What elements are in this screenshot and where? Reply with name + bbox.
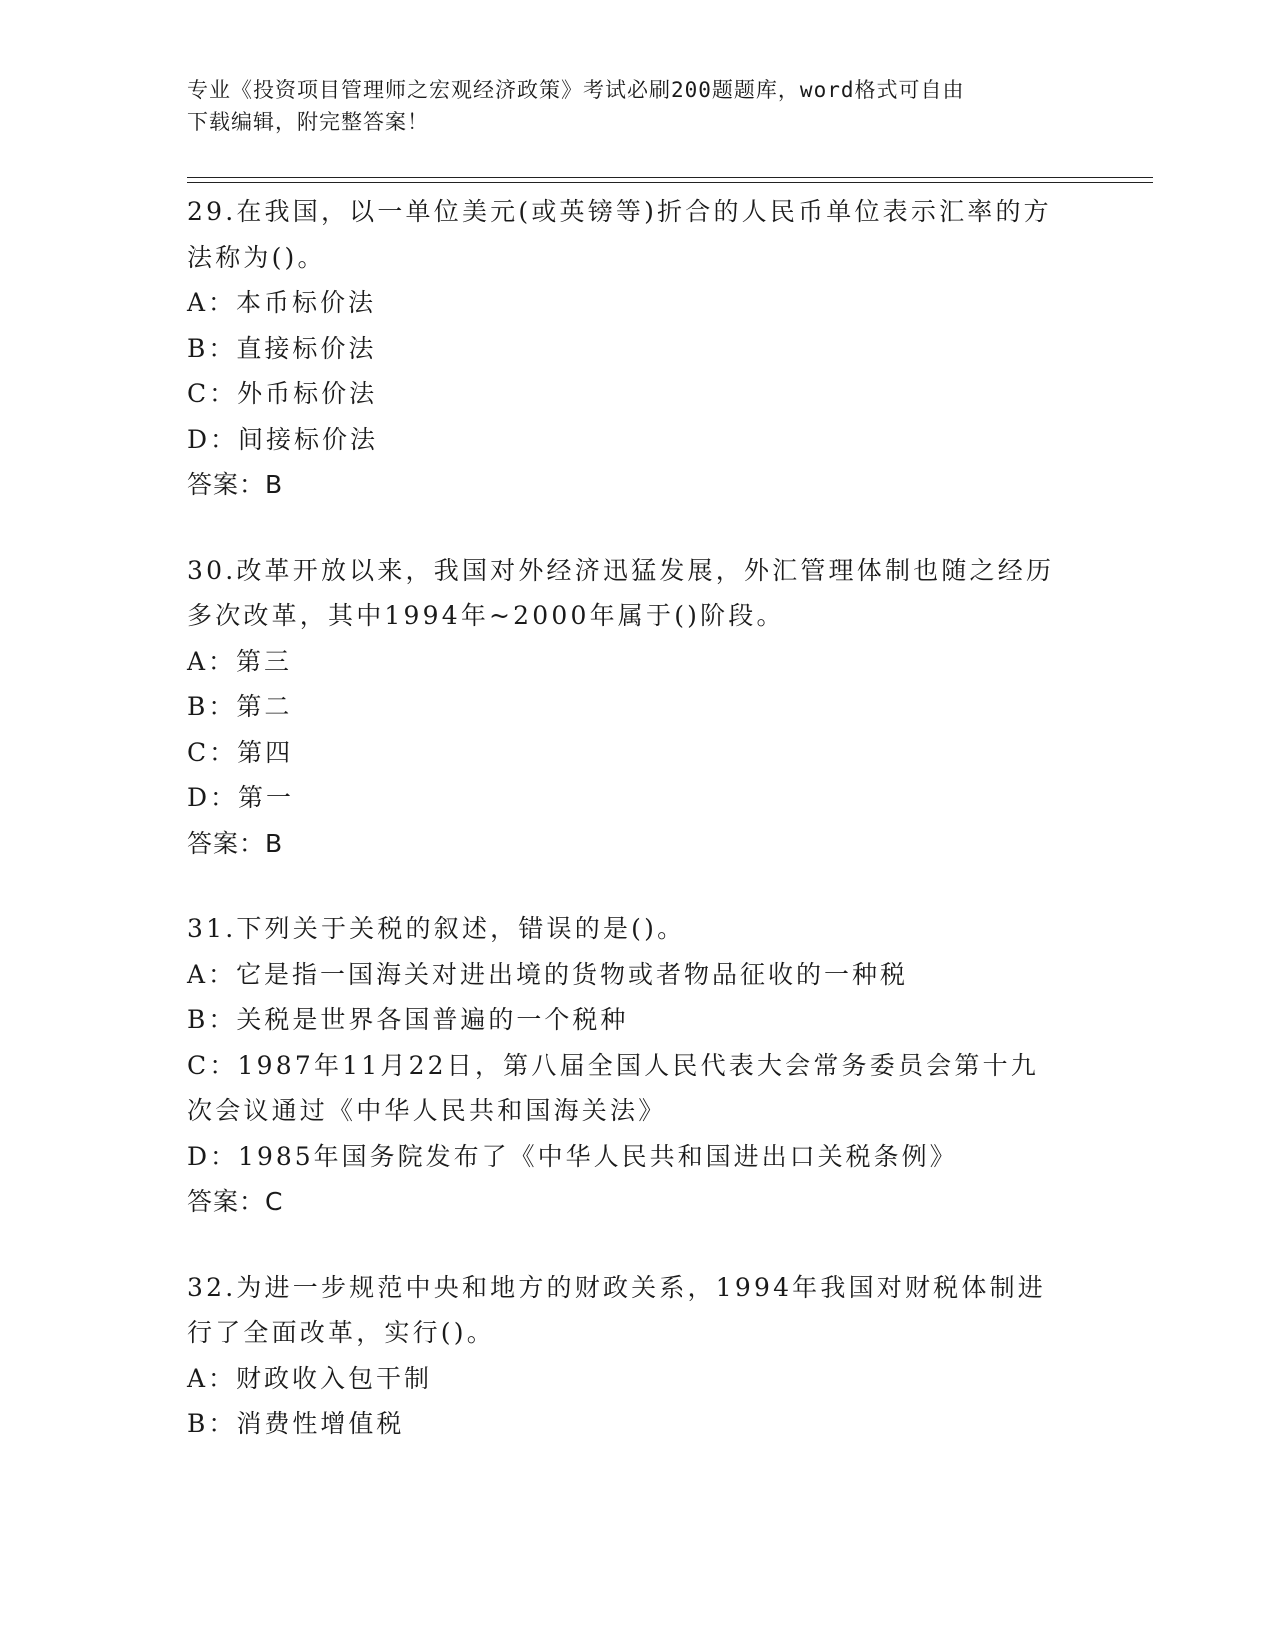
option-c: C：外币标价法 [187,379,378,408]
question-list [187,189,1087,1487]
option-a: A：本币标价法 [187,288,377,317]
option-a: A：第三 [187,646,293,676]
question-29 [187,189,1087,508]
option-c: C：第四 [187,737,294,767]
option-d: D：1985年国务院发布了《中华人民共和国进出口关税条例》 [187,1141,958,1171]
option-a: A：财政收入包干制 [187,1363,433,1393]
question-text: 31.下列关于关税的叙述，错误的是()。 [187,914,686,943]
option-b: B：第二 [187,692,293,721]
answer-label: 答案：B [187,828,284,858]
document-header [187,74,1087,138]
header-line-2: 下载编辑，附完整答案！ [187,110,429,134]
question-text: 32.为进一步规范中央和地方的财政关系，1994年我国对财税体制进行了全面改革，实行()。 [187,1272,1046,1347]
option-d: D：间接标价法 [187,424,379,454]
option-b: B：消费性增值税 [187,1409,405,1438]
question-30 [187,548,1087,867]
header-rule-bottom [187,182,1153,183]
answer-label: 答案：B [187,470,284,499]
header-rule-top [187,177,1153,178]
question-31 [187,906,1087,1225]
option-b: B：直接标价法 [187,333,377,363]
option-a: A：它是指一国海关对进出境的货物或者物品征收的一种税 [187,959,909,989]
header-line-1: 专业《投资项目管理师之宏观经济政策》考试必刷200题题库，word格式可自由 [187,78,965,102]
option-c: C：1987年11月22日，第八届全国人民代表大会常务委员会第十九次会议通过《中华人民共和国海关法》 [187,1050,1039,1125]
option-b: B：关税是世界各国普遍的一个税种 [187,1005,629,1034]
option-d: D：第一 [187,783,295,812]
question-32 [187,1265,1087,1447]
question-text: 29.在我国，以一单位美元(或英镑等)折合的人民币单位表示汇率的方法称为()。 [187,197,1052,272]
answer-label: 答案：C [187,1187,284,1216]
question-text: 30.改革开放以来，我国对外经济迅猛发展，外汇管理体制也随之经历多次改革，其中1994年~2000年属于()阶段。 [187,555,1055,630]
